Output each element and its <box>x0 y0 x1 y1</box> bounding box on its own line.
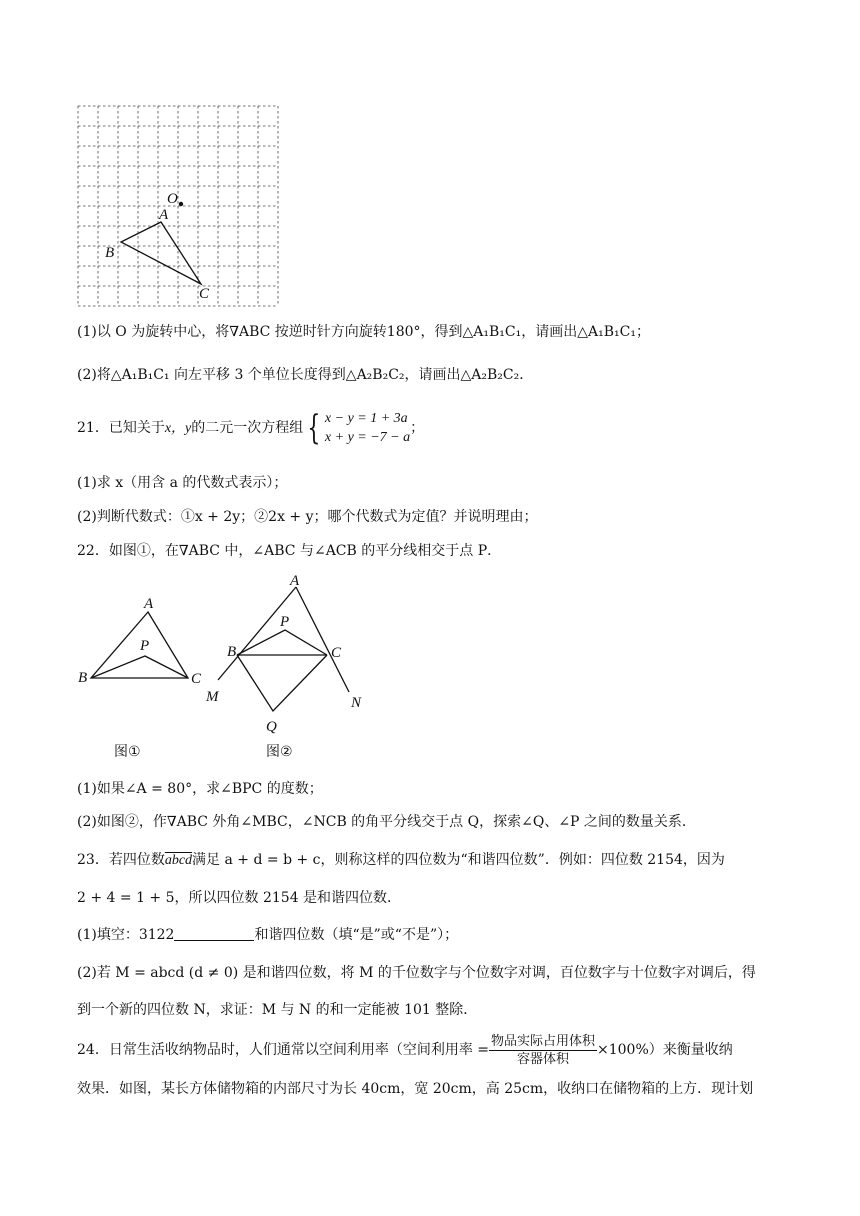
q22-stem: 22．如图①，在∇ABC 中，∠ABC 与∠ACB 的平分线相交于点 P． <box>77 543 502 559</box>
equation-2: x + y = −7 − a <box>324 430 411 445</box>
q22-part2: (2)如图②，作∇ABC 外角∠MBC，∠NCB 的角平分线交于点 Q，探索∠Q、∠P 之间的数量关系． <box>77 814 696 830</box>
q24-stem-c: 效果．如图，某长方体储物箱的内部尺寸为长 40cm，宽 20cm，高 25cm，收纳口在储物箱的上方．现计划 <box>77 1081 754 1097</box>
fig2-label-m: M <box>206 689 219 705</box>
fig2-bisectors-p <box>237 630 327 655</box>
q23-part1-pre: (1)填空：3122 <box>77 927 175 943</box>
fig1-label-p: P <box>140 638 150 654</box>
point-o <box>179 202 183 206</box>
fig1-label-c: C <box>191 671 202 687</box>
grid-figure <box>70 100 300 310</box>
q22-part1: (1)如果∠A = 80°，求∠BPC 的度数； <box>77 781 323 797</box>
q24-stem <box>77 1030 733 1070</box>
q20-part2: (2)将△A₁B₁C₁ 向左平移 3 个单位长度得到△A₂B₂C₂，请画出△A₂B₂C₂． <box>77 367 534 383</box>
equation-system <box>325 409 410 447</box>
label-b: B <box>105 245 115 261</box>
fig2-line-am <box>218 587 296 680</box>
q21-part1: (1)求 x（用含 a 的代数式表示）； <box>77 475 288 491</box>
fig1-label-a: A <box>144 596 154 612</box>
q24-stem-b: ×100%）来衡量收纳 <box>597 1042 733 1058</box>
fig1-label-b: B <box>78 670 88 686</box>
q23-part1 <box>77 925 458 945</box>
q23-part1-post: 和谐四位数（填“是”或“不是”）； <box>254 927 459 943</box>
fig2-bisectors-q <box>237 655 327 711</box>
q23-stem-a: 23．若四位数 <box>77 852 165 868</box>
q21-stem-mid: 的二元一次方程组 <box>191 420 304 436</box>
fig2-label-c: C <box>331 645 342 661</box>
fig2-label-p: P <box>280 614 290 630</box>
equation-1: x − y = 1 + 3a <box>324 411 408 426</box>
fig2-caption: 图② <box>266 744 293 760</box>
q23-stem-b: 满足 a + d = b + c，则称这样的四位数为“和谐四位数”．例如：四位数 2154，因为 <box>192 852 725 868</box>
fig2-label-b: B <box>227 644 237 660</box>
q23-part2a: (2)若 M = abcd (d ≠ 0) 是和谐四位数，将 M 的千位数字与个位数字对调，百位数字与十位数字对调后，得 <box>77 965 756 981</box>
triangle-figures <box>70 570 380 765</box>
fig2-label-n: N <box>351 695 362 711</box>
q24-stem-a: 24．日常生活收纳物品时，人们通常以空间利用率（空间利用率 = <box>77 1042 489 1058</box>
q21-stem-pre: 21．已知关于 <box>77 420 165 436</box>
q20-part1: (1)以 O 为旋转中心，将∇ABC 按逆时针方向旋转180°，得到△A₁B₁C₁，请画出△A₁B₁C₁； <box>77 324 650 340</box>
fraction-numerator: 物品实际占用体积 <box>491 1033 596 1049</box>
fig1-bisectors <box>91 656 188 678</box>
fig2-line-an <box>296 587 349 692</box>
q21-part2: (2)判断代数式：①x + 2y；②2x + y；哪个代数式为定值？并说明理由； <box>77 509 538 525</box>
fig2-label-q: Q <box>266 719 277 735</box>
label-c: C <box>199 286 210 302</box>
q23-stem <box>77 850 725 871</box>
fig1-caption: 图① <box>114 744 141 760</box>
q21-stem <box>77 408 424 449</box>
q23-stem-c: 2 + 4 = 1 + 5，所以四位数 2154 是和谐四位数． <box>77 890 402 906</box>
label-a: A <box>159 207 169 223</box>
q23-part2b: 到一个新的四位数 N，求证：M 与 N 的和一定能被 101 整除． <box>77 1002 478 1018</box>
label-o: O <box>167 191 178 207</box>
equation-brace: { <box>307 408 321 448</box>
fraction-denominator: 容器体积 <box>517 1051 570 1067</box>
answer-blank[interactable] <box>174 926 254 941</box>
overline-abcd: abcd <box>164 853 193 868</box>
q21-stem-end: ； <box>410 420 425 436</box>
fig2-label-a: A <box>290 573 300 589</box>
space-ratio-fraction <box>489 1033 597 1068</box>
q21-stem-vars: x，y <box>164 421 192 436</box>
triangle-abc <box>121 222 201 284</box>
